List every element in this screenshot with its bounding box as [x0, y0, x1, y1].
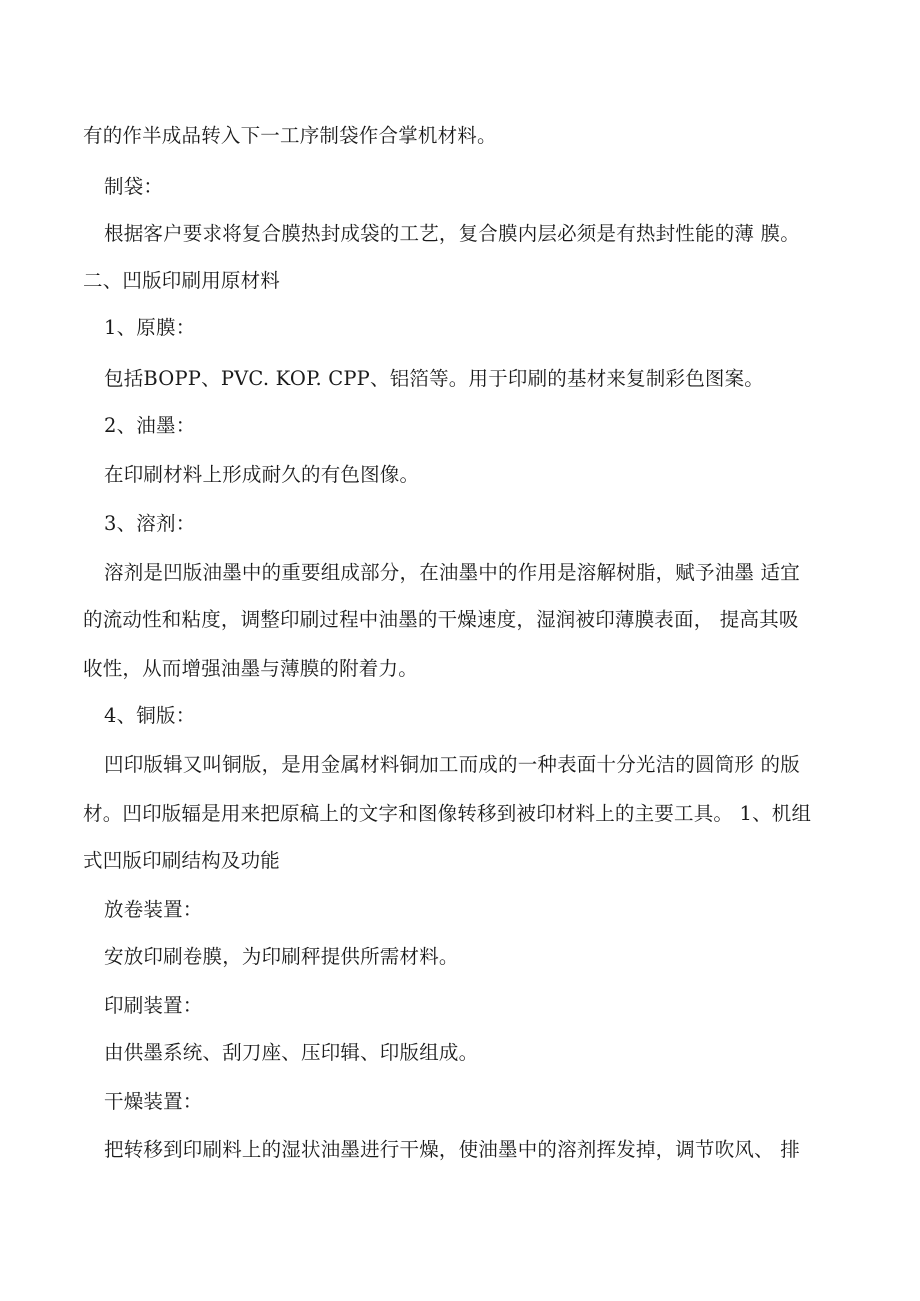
section-heading: 2、油墨： [104, 414, 196, 437]
section-heading: 干燥装置： [104, 1090, 203, 1113]
section-heading: 1、原膜： [104, 316, 196, 339]
section-heading: 4、铜版： [104, 704, 196, 727]
text-line: 有的作半成品转入下一工序制袋作合掌机材料。 [83, 124, 497, 147]
text-line: 溶剂是凹版油墨中的重要组成部分，在油墨中的作用是溶解树脂，赋予油墨 适宜 [104, 561, 800, 584]
text-line: 收性，从而增强油墨与薄膜的附着力。 [83, 657, 418, 680]
section-heading: 二、凹版印刷用原材料 [83, 269, 281, 292]
section-heading: 放卷装置： [104, 898, 203, 921]
text-line: 把转移到印刷料上的湿状油墨进行干燥，使油墨中的溶剂挥发掉，调节吹风、 排 [104, 1138, 800, 1161]
text-line: 在印刷材料上形成耐久的有色图像。 [104, 463, 420, 486]
section-heading: 印刷装置： [104, 994, 203, 1017]
text-line: 包括BOPP、PVC. KOP. CPP、铝箔等。用于印刷的基材来复制彩色图案。 [104, 367, 765, 390]
text-line: 的流动性和粘度，调整印刷过程中油墨的干燥速度，湿润被印薄膜表面， 提高其吸 [83, 608, 799, 631]
text-line: 安放印刷卷膜，为印刷秤提供所需材料。 [104, 945, 459, 968]
text-line: 式凹版印刷结构及功能 [83, 849, 281, 872]
text-line: 凹印版辑又叫铜版，是用金属材料铜加工而成的一种表面十分光洁的圆筒形 的版 [104, 753, 800, 776]
text-line: 由供墨系统、刮刀座、压印辑、印版组成。 [104, 1041, 479, 1064]
section-heading: 3、溶剂： [104, 512, 196, 535]
text-line: 材。凹印版辐是用来把原稿上的文字和图像转移到被印材料上的主要工具。 1、机组 [83, 802, 812, 825]
text-line: 根据客户要求将复合膜热封成袋的工艺，复合膜内层必须是有热封性能的薄 膜。 [104, 222, 800, 245]
section-heading: 制袋： [104, 175, 164, 198]
